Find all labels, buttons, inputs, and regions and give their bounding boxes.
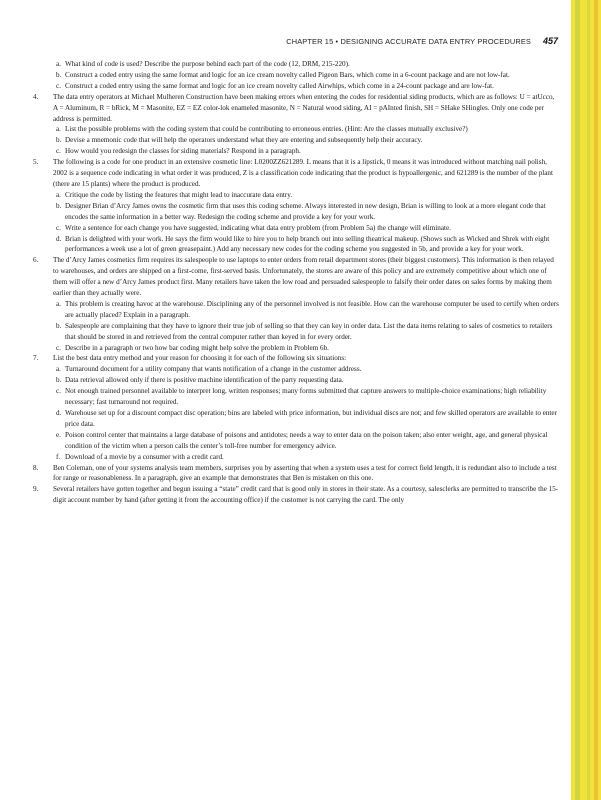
item-label: d. (56, 409, 62, 417)
item-text: Turnaround document for a utility company that wants notification of a change in the customer address. (65, 365, 362, 374)
decorative-edge-band (571, 0, 601, 800)
item-label: f. (56, 452, 61, 461)
exercise-item (27, 430, 559, 452)
exercise-item (27, 299, 559, 321)
exercise-item (27, 484, 559, 506)
item-text: Critique the code by listing the features that might lead to inaccurate data entry. (65, 190, 293, 199)
item-label: 6. (33, 256, 39, 265)
exercise-item (27, 223, 559, 234)
exercise-item (27, 386, 559, 408)
item-text: Warehouse set up for a discount compact disc operation; bins are labeled with price information, but individual discs are not; and few skilled operators are available to enter price data. (65, 409, 557, 428)
item-label: c. (56, 147, 61, 156)
edge-band-green-stroke (587, 0, 590, 800)
item-label: e. (56, 430, 61, 439)
item-text: Several retailers have gotten together and begun issuing a “state” credit card that is good only in stores in their state. As a courtesy, salesclerks are permitted to transcribe the 15-digit account number by hand (after getting it from the accounting office) if the customer is not carrying the card. The only (53, 485, 559, 505)
item-text: Ben Coleman, one of your systems analysis team members, surprises you by asserting that when a system uses a test for correct field length, it is redundant also to include a test for range or reasonableness. In a paragraph, give an example that demonstrates that Ben is mistaken on this one. (53, 463, 557, 483)
exercise-item (27, 234, 559, 256)
item-text: Not enough trained personnel available to interpret long, written responses; many forms submitted that capture answers to multiple-choice examinations; high reliability necessary; fast turnaround not required. (65, 387, 547, 407)
item-label: b. (56, 201, 62, 210)
item-label: a. (56, 125, 61, 134)
chapter-title: CHAPTER 15 • DESIGNING ACCURATE DATA ENTRY PROCEDURES (286, 37, 531, 46)
exercise-item (27, 135, 559, 146)
item-text: This problem is creating havoc at the warehouse. Disciplining any of the personnel involved is not feasible. How can the warehouse computer be used to certify when orders are actually placed? Explain in a paragraph. (65, 299, 559, 319)
item-text: What kind of code is used? Describe the purpose behind each part of the code (12, DRM, 215-220). (65, 60, 350, 68)
item-text: How would you redesign the classes for siding materials? Respond in a paragraph. (65, 147, 301, 156)
item-text: List the possible problems with the coding system that could be contributing to erroneous entries. (Hint: Are the classes mutually exclusive?) (65, 125, 468, 134)
exercise-item (27, 190, 559, 201)
exercise-item (27, 375, 559, 386)
exercise-item (27, 201, 559, 223)
exercise-item (27, 157, 559, 190)
item-label: 9. (33, 485, 39, 494)
exercise-item (27, 463, 559, 485)
item-text: Download of a movie by a consumer with a credit card. (65, 452, 224, 461)
item-text: Devise a mnemonic code that will help the operators understand what they are entering and subsequently help their accuracy. (65, 136, 423, 145)
exercise-item (27, 343, 559, 354)
item-text: Data retrieval allowed only if there is positive machine identification of the party requesting data. (65, 376, 344, 385)
item-label: 5. (33, 158, 39, 167)
item-text: The d’Arcy James cosmetics firm requires its salespeople to use laptops to enter orders from retail department stores (their biggest customers). This information is then relayed to warehouses, and orders are shipped on a first-come, first-served basis. Unfortunately, the stores are aware of this policy and are extremely competitive about which one of them will offer a new d’Arcy James product first. Many retailers have taken the low road and persuaded salespeople to falsify their order dates on sales forms by making them earlier than they actually were. (53, 256, 554, 298)
item-text: Describe in a paragraph or two how bar coding might help solve the problem in Problem 6b. (65, 343, 329, 352)
exercise-list (27, 59, 559, 506)
exercise-item (27, 408, 559, 430)
item-label: a. (56, 299, 61, 308)
exercise-item (27, 321, 559, 343)
item-label: c. (56, 223, 61, 232)
item-text: The following is a code for one product in an extensive cosmetic line: L0200ZZ621289. L means that it is a lipstick, 0 means it was introduced without matching nail polish, 2002 is a sequence code indicating in what order it was produced, Z is a classification code indicating that the product is hypoallergenic, and 621289 is the number of the plant (there are 15 plants) where the product is produced. (53, 158, 553, 188)
item-label: c. (56, 343, 61, 352)
exercise-item (27, 124, 559, 135)
item-text: Construct a coded entry using the same format and logic for an ice cream novelty called Pigeon Bars, which come in a 6-count package and are not low-fat. (65, 70, 510, 79)
exercise-item (27, 452, 559, 463)
item-text: Designer Brian d’Arcy James owns the cosmetic firm that uses this coding scheme. Always interested in new design, Brian is willing to look at a more elegant code that encodes the same information in a better way. Redesign the coding scheme and provide a key for your work. (65, 201, 546, 221)
exercise-item (27, 146, 559, 157)
exercise-item (27, 255, 559, 299)
item-label: a. (56, 365, 61, 374)
item-text: Write a sentence for each change you have suggested, indicating what data entry problem (from Problem 5a) the change will eliminate. (65, 223, 451, 232)
item-label: b. (56, 321, 62, 330)
item-text: Poison control center that maintains a large database of poisons and antidotes; needs a way to enter data on the poison taken; also enter weight, age, and general physical condition of the victim when a person calls the center’s toll-free number for emergency advice. (65, 430, 548, 450)
exercise-item (27, 59, 559, 70)
item-label: b. (56, 376, 62, 385)
item-label: 7. (33, 354, 39, 363)
exercise-item (27, 364, 559, 375)
item-label: a. (56, 190, 61, 199)
item-label: b. (56, 70, 62, 79)
item-label: a. (56, 60, 61, 68)
item-text: The data entry operators at Michael Mulheren Construction have been making errors when entering the codes for residential siding products, which are as follows: U = atUcco, A = Aluminum, R = bRick, M = Masonite, EZ = EZ color-lok enameled masonite, N = Natural wood siding, AI = pAInted finish, SH = SHake SHingles. Only one code per address is permitted. (53, 92, 555, 123)
item-label: c. (56, 387, 61, 396)
page-number: 457 (542, 36, 558, 46)
item-text: List the best data entry method and your reason for choosing it for each of the following six situations: (53, 354, 347, 363)
item-label: 4. (33, 92, 39, 101)
item-label: c. (56, 81, 61, 90)
item-label: b. (56, 136, 62, 145)
exercise-item (27, 92, 559, 125)
edge-band-orange-stroke (594, 0, 598, 800)
item-text: Salespeople are complaining that they have to ignore their true job of selling so that they can key in order data. List the data items relating to sales of cosmetics to retailers that should be stored in and retrieved from the central computer rather than keyed in for every order. (65, 321, 553, 341)
exercise-item (27, 70, 559, 81)
item-label: 8. (33, 463, 39, 472)
edge-band-green-stroke (575, 0, 580, 800)
item-text: Brian is delighted with your work. He says the firm would like to hire you to help branch out into selling theatrical makeup. (Shows such as Wicked and Shrek with eight performances a week use a lot of green greasepaint.) Add any necessary new codes for the coding scheme you suggested in 5b, and provide a key for your work. (65, 234, 550, 254)
item-label: d. (56, 234, 62, 243)
item-text: Construct a coded entry using the same format and logic for an ice cream novelty called Airwhips, which come in a 24-count package and are low-fat. (65, 81, 494, 90)
running-header (0, 37, 601, 51)
exercise-item (27, 353, 559, 364)
exercise-item (27, 81, 559, 92)
